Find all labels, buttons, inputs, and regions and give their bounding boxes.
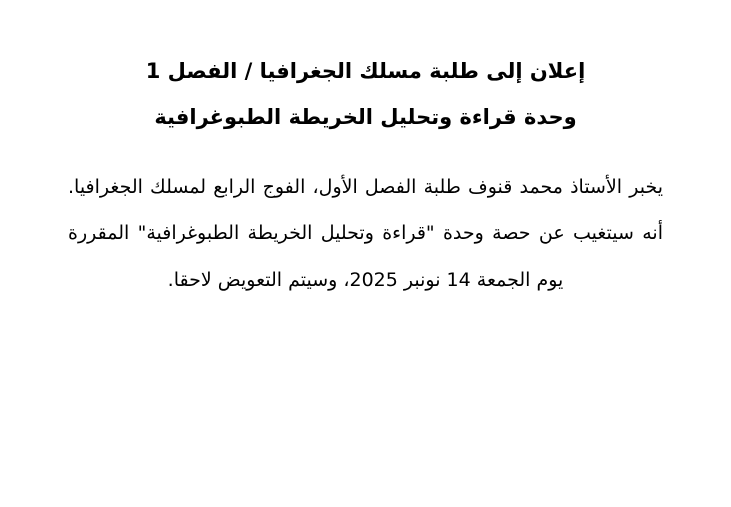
- announcement-subtitle: وحدة قراءة وتحليل الخريطة الطبوغرافية: [154, 104, 577, 129]
- announcement-body: يخبر الأستاذ محمد قنوف طلبة الفصل الأول، الفوج الرابع لمسلك الجغرافيا. أنه سيتغيب عن حصة وحدة "قراءة وتحليل الخريطة الطبوغرافية" المقررة يوم الجمعة 14 نونبر 2025، وسيتم التعويض لاحقا.: [68, 175, 663, 291]
- announcement-title: إعلان إلى طلبة مسلك الجغرافيا / الفصل 1: [145, 59, 586, 83]
